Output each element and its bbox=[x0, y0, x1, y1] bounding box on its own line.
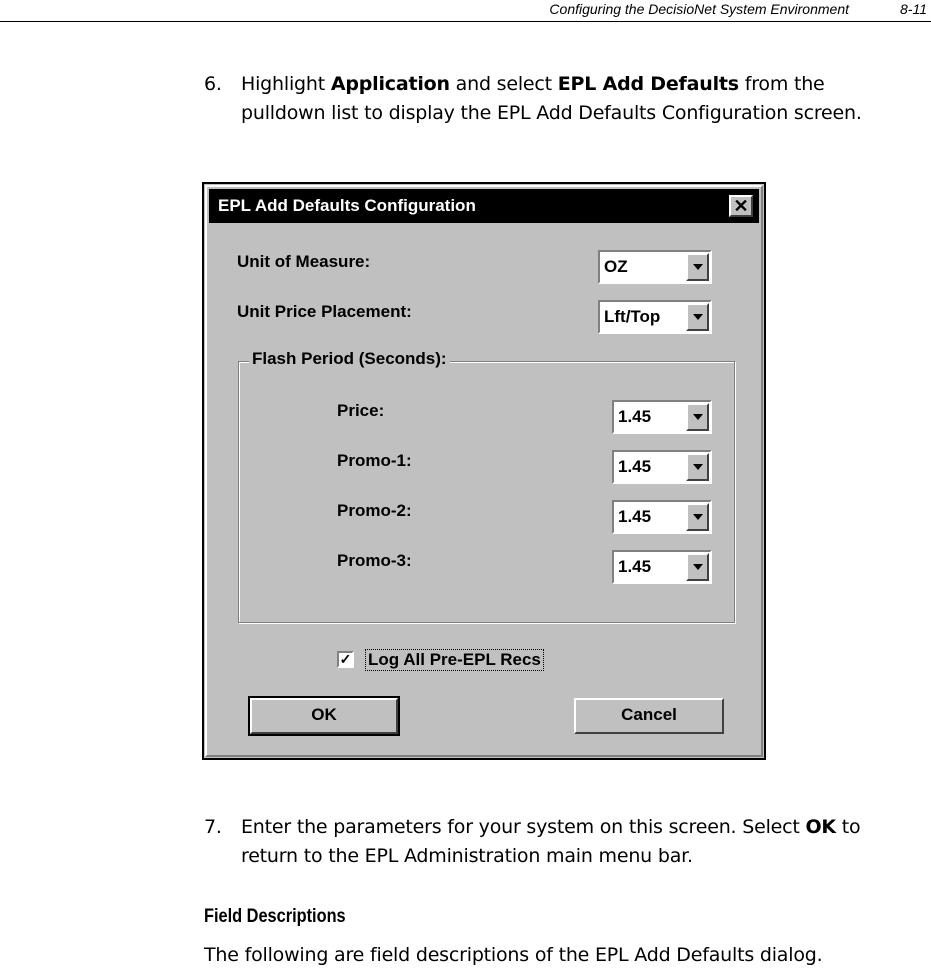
promo-3-label: Promo-3: bbox=[337, 551, 412, 570]
dialog-title: EPL Add Defaults Configuration bbox=[218, 196, 476, 215]
step-number: 7. bbox=[204, 816, 222, 838]
close-icon: ✕ bbox=[733, 196, 749, 216]
promo-2-label: Promo-2: bbox=[337, 501, 412, 520]
promo-1-select[interactable] bbox=[612, 450, 712, 484]
log-all-checkbox[interactable] bbox=[337, 651, 354, 668]
dropdown-arrow-icon[interactable] bbox=[686, 553, 709, 581]
dropdown-arrow-icon[interactable] bbox=[686, 403, 709, 431]
field-descriptions-intro: The following are field descriptions of the EPL Add Defaults dialog. bbox=[204, 944, 823, 966]
unit-price-placement-value: Lft/Top bbox=[604, 307, 661, 326]
promo-1-label: Promo-1: bbox=[337, 451, 412, 470]
ok-button[interactable]: OK bbox=[250, 698, 398, 734]
page-header bbox=[0, 0, 931, 22]
dropdown-arrow-icon[interactable] bbox=[686, 303, 709, 331]
promo-1-value: 1.45 bbox=[618, 457, 652, 476]
unit-of-measure-select[interactable] bbox=[598, 250, 712, 284]
flash-period-label: Flash Period (Seconds): bbox=[249, 349, 450, 369]
price-select[interactable] bbox=[612, 400, 712, 434]
header-title: Configuring the DecisioNet System Environment bbox=[549, 1, 849, 17]
promo-2-select[interactable] bbox=[612, 500, 712, 534]
dialog-titlebar[interactable] bbox=[209, 189, 759, 223]
unit-price-placement-label: Unit Price Placement: bbox=[237, 302, 412, 321]
field-descriptions-heading: Field Descriptions bbox=[204, 906, 346, 927]
page-number: 8-11 bbox=[900, 1, 927, 17]
unit-of-measure-label: Unit of Measure: bbox=[237, 252, 371, 271]
unit-of-measure-value: OZ bbox=[604, 257, 628, 276]
price-value: 1.45 bbox=[618, 407, 652, 426]
checkmark-icon: ✓ bbox=[339, 651, 352, 667]
close-button[interactable] bbox=[729, 195, 753, 217]
dropdown-arrow-icon[interactable] bbox=[686, 453, 709, 481]
dropdown-arrow-icon[interactable] bbox=[686, 253, 709, 281]
dropdown-arrow-icon[interactable] bbox=[686, 503, 709, 531]
cancel-button[interactable]: Cancel bbox=[574, 698, 724, 734]
log-all-label[interactable]: Log All Pre-EPL Recs bbox=[365, 649, 544, 671]
bold-term: OK bbox=[805, 816, 836, 838]
epl-add-defaults-dialog bbox=[202, 182, 766, 760]
price-label: Price: bbox=[337, 401, 385, 420]
unit-price-placement-select[interactable] bbox=[598, 300, 712, 334]
promo-3-value: 1.45 bbox=[618, 557, 652, 576]
promo-3-select[interactable] bbox=[612, 550, 712, 584]
step-text: Enter the parameters for your system on this screen. Select OK to return to the EPL Administration main menu bar. bbox=[241, 816, 861, 867]
step-number: 6. bbox=[204, 73, 222, 95]
step-text: Highlight Application and select EPL Add Defaults from the pulldown list to display the EPL Add Defaults Configuration screen. bbox=[241, 73, 862, 124]
bold-term: Application bbox=[330, 73, 450, 95]
bold-term: EPL Add Defaults bbox=[557, 73, 739, 95]
promo-2-value: 1.45 bbox=[618, 507, 652, 526]
